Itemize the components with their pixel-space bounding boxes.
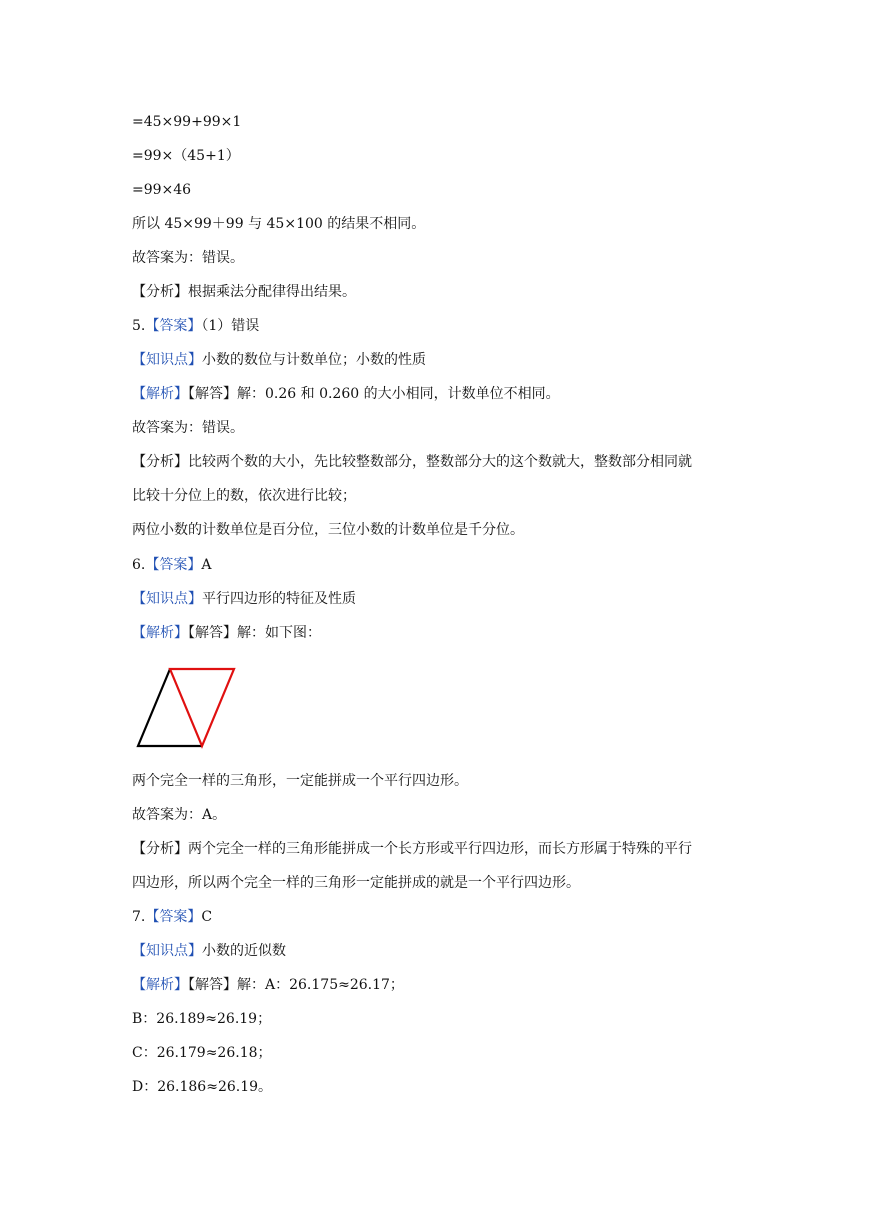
q7-answer: C	[201, 909, 213, 925]
q6-conclusion: 故答案为：A。	[132, 807, 227, 823]
q5-answer: （1）错误	[201, 318, 260, 334]
q6-analysis-tag: 【分析】	[132, 841, 188, 857]
q6-analysis-line-2: 四边形，所以两个完全一样的三角形一定能拼成的就是一个平行四边形。	[132, 875, 580, 891]
q5-knowledge-tag: 【知识点】	[132, 352, 202, 368]
q7-solution-subtag: 【解答】	[188, 977, 237, 993]
q6-text-line: 两个完全一样的三角形，一定能拼成一个平行四边形。	[132, 773, 468, 789]
q5-analysis-text-1: 比较两个数的大小，先比较整数部分，整数部分大的这个数就大，整数部分相同就	[188, 454, 692, 470]
q5-solution-line	[132, 384, 560, 404]
conclusion-text: 所以 45×99＋99 与 45×100 的结果不相同。	[132, 216, 426, 232]
q6-answer-tag: 【答案】	[145, 557, 202, 573]
q5-answer-line	[132, 316, 259, 336]
q5-analysis-line-2: 比较十分位上的数，依次进行比较；	[132, 488, 356, 504]
q5-analysis-tag: 【分析】	[132, 454, 188, 470]
q5-knowledge: 小数的数位与计数单位；小数的性质	[202, 352, 426, 368]
q7-solution-tag: 【解析】	[132, 977, 188, 993]
calc-line-2: =99×（45+1）	[132, 148, 240, 164]
q7-solution-line	[132, 975, 404, 995]
q6-knowledge: 平行四边形的特征及性质	[202, 591, 356, 607]
q5-solution: 解：0.26 和 0.260 的大小相同，计数单位不相同。	[237, 386, 560, 402]
q6-solution-tag: 【解析】	[132, 625, 188, 641]
q6-analysis-line-1	[132, 839, 692, 859]
q5-solution-subtag: 【解答】	[188, 386, 237, 402]
q7-answer-tag: 【答案】	[145, 909, 202, 925]
q7-solution: 解：A：26.175≈26.17；	[237, 977, 404, 993]
answer-statement: 故答案为：错误。	[132, 250, 244, 266]
red-triangle	[170, 669, 234, 746]
q6-analysis-text-1: 两个完全一样的三角形能拼成一个长方形或平行四边形，而长方形属于特殊的平行	[188, 841, 692, 857]
q5-knowledge-line	[132, 350, 426, 370]
q7-knowledge-line	[132, 941, 286, 961]
black-triangle-edges	[138, 669, 202, 746]
analysis-tag: 【分析】	[132, 284, 188, 300]
parallelogram-figure	[132, 662, 242, 752]
calc-line-1: =45×99+99×1	[132, 114, 242, 130]
q6-answer-line	[132, 555, 211, 575]
q7-answer-line	[132, 907, 212, 927]
q7-option-b: B：26.189≈26.19；	[132, 1011, 272, 1027]
q5-number: 5.	[132, 318, 146, 334]
q5-analysis-line-1	[132, 452, 692, 472]
q7-option-d: D：26.186≈26.19。	[132, 1079, 273, 1095]
calc-line-3: =99×46	[132, 182, 192, 198]
q6-answer: A	[201, 557, 212, 573]
q7-option-c: C：26.179≈26.18；	[132, 1045, 272, 1061]
analysis-text: 根据乘法分配律得出结果。	[188, 284, 356, 300]
q6-knowledge-tag: 【知识点】	[132, 591, 202, 607]
q6-solution: 解：如下图：	[237, 625, 321, 641]
q5-analysis-line-3: 两位小数的计数单位是百分位，三位小数的计数单位是千分位。	[132, 522, 524, 538]
q6-knowledge-line	[132, 589, 356, 609]
q6-solution-subtag: 【解答】	[188, 625, 237, 641]
analysis-line	[132, 282, 356, 302]
q7-knowledge-tag: 【知识点】	[132, 943, 202, 959]
q7-knowledge: 小数的近似数	[202, 943, 286, 959]
q6-solution-line	[132, 623, 321, 643]
q5-conclusion: 故答案为：错误。	[132, 420, 244, 436]
q5-answer-tag: 【答案】	[145, 318, 202, 334]
q5-solution-tag: 【解析】	[132, 386, 188, 402]
q6-number: 6.	[132, 557, 146, 573]
q7-number: 7.	[132, 909, 146, 925]
